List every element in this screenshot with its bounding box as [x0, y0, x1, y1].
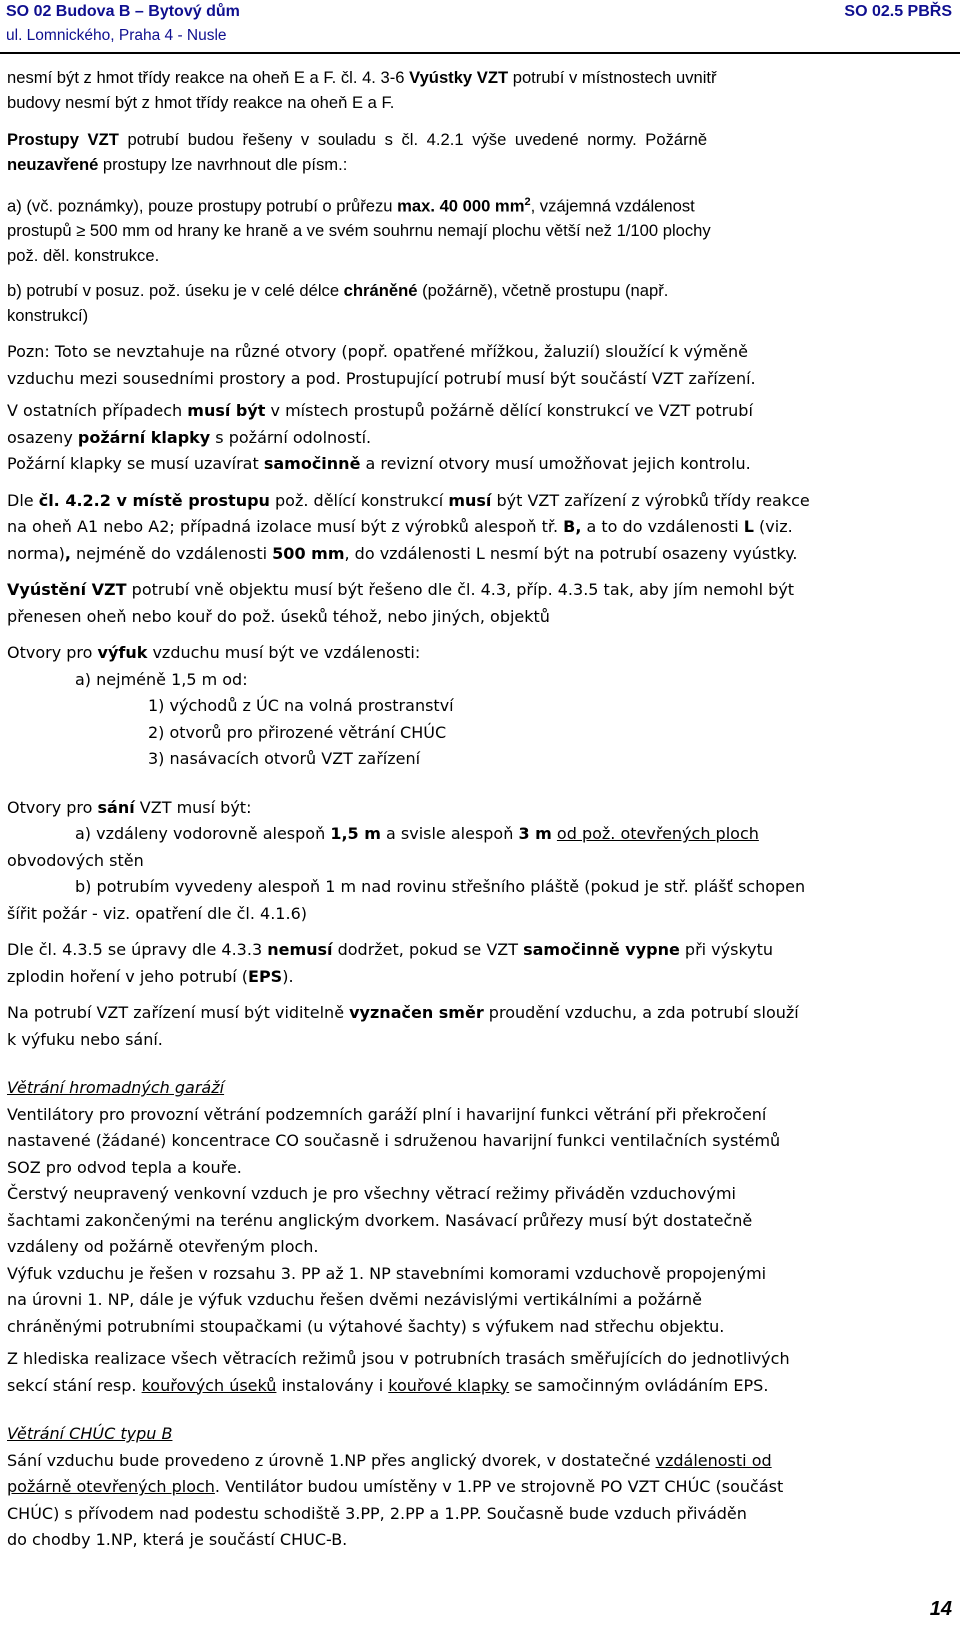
- document-body: [0, 66, 960, 1554]
- page-number: 14: [929, 1598, 952, 1620]
- paragraph-penetrations: Prostupy VZT potrubí budou řešeny v souladu s čl. 4.2.1 výše uvedené normy. Požárně neuzavřené prostupy lze navrhnout dle písm.:: [7, 130, 708, 174]
- header-document-code: SO 02.5 PBŘS: [844, 3, 952, 20]
- section-chuc-ventilation: Větrání CHÚC typu B Sání vzduchu bude provedeno z úrovně 1.NP přes anglický dvorek, v dostatečné vzdálenosti od požárně otevřených ploch. Ventilátor budou umístěny v 1.PP ve strojovně PO VZT CHÚC (součást CHÚC) s přívodem nad podestu schodiště 3.PP, 2.PP a 1.PP. Současně bude vzduch přiváděn do chodby 1.NP, která je součástí CHUC-B.: [7, 1424, 784, 1550]
- header-divider: [0, 52, 960, 54]
- header-address: ul. Lomnického, Praha 4 - Nusle: [6, 27, 227, 44]
- paragraph-option-a: a) (vč. poznámky), pouze prostupy potrubí o průřezu max. 40 000 $mm^2$, vzájemná vzdálenost prostupů ≥ 500 mm od hrany ke hraně a ve svém souhrnu nemají plochu větší než 1/100 plochy pož. děl. konstrukce.: [7, 196, 711, 265]
- list-intake-openings: Otvory pro sání VZT musí být: a) vzdáleny vodorovně alespoň 1,5 m a svisle alespoň 3 m od pož. otevřených ploch obvodových stěn b) potrubím vyvedeny alespoň 1 m nad rovinu střešního pláště (pokud je stř. plášť schopen šířit požár - viz. opatření dle čl. 4.1.6): [7, 797, 806, 923]
- paragraph-flow-direction: Na potrubí VZT zařízení musí být viditelně vyznačen směr proudění vzduchu, a zda potrubí slouží k výfuku nebo sání.: [7, 1003, 799, 1049]
- paragraph-note: Pozn: Toto se nevztahuje na různé otvory (popř. opatřené mřížkou, žaluzií) sloužící k výměně vzduchu mezi sousedními prostory a pod. Prostupující potrubí musí být součástí VZT zařízení.: [7, 342, 756, 388]
- greater-equal-symbol: ≥: [76, 221, 86, 241]
- list-exhaust-openings: Otvory pro výfuk vzduchu musí být ve vzdálenosti: a) nejméně 1,5 m od: 1) východů z ÚC na volná prostranství 2) otvorů pro přirozené větrání CHÚC 3) nasávacích otvorů VZT zařízení: [7, 643, 454, 769]
- paragraph-option-b: b) potrubí v posuz. pož. úseku je v celé délce chráněné (požárně), včetně prostupu (např. konstrukcí): [7, 281, 669, 325]
- header-project-title: SO 02 Budova B – Bytový dům: [6, 3, 240, 20]
- section-heading-chuc: Větrání CHÚC typu B: [7, 1424, 173, 1444]
- section-garage-ventilation: Větrání hromadných garáží Ventilátory pro provozní větrání podzemních garáží plní i havarijní funkci větrání při překročení nastavené (žádané) koncentrace CO současně i sdruženou havarijní funkci ventilačních systémů SOZ pro odvod tepla a kouře. Čerstvý neupravený venkovní vzduch je pro všechny větrací režimy přiváděn vzduchovými šachtami zakončenými na terénu anglickým dvorkem. Nasávací průřezy musí být dostatečně vzdáleny od požárně otevřeným ploch. Výfuk vzduchu je řešen v rozsahu 3. PP až 1. NP stavebními komorami vzduchově propojenými na úrovni 1. NP, dále je výfuk vzduchu řešen dvěmi nezávislými vertikálními a požárně chráněnými potrubními stoupačkami (u výtahové šachty) s výfukem nad střechu objektu. Z hlediska realizace všech větracích režimů jsou v potrubních trasách směřujících do jednotlivých sekcí stání resp. kouřových úseků instalovány i kouřové klapky se samočinným ovládáním EPS.: [7, 1078, 790, 1395]
- paragraph-article-422: Dle čl. 4.2.2 v místě prostupu pož. dělící konstrukcí musí být VZT zařízení z výrobků třídy reakce na oheň A1 nebo A2; případná izolace musí být z výrobků alespoň tř. B, a to do vzdálenosti L (viz. norma), nejméně do vzdálenosti 500 mm, do vzdálenosti L nesmí být na potrubí osazeny vyústky.: [7, 490, 810, 563]
- section-heading-garages: Větrání hromadných garáží: [7, 1078, 225, 1098]
- paragraph-fire-dampers: V ostatních případech musí být v místech prostupů požárně dělící konstrukcí ve VZT potrubí osazeny požární klapky s požární odolností. Požární klapky se musí uzavírat samočinně a revizní otvory musí umožňovat jejich kontrolu.: [7, 401, 753, 474]
- paragraph-exhaust-outlet: Vyústění VZT potrubí vně objektu musí být řešeno dle čl. 4.3, příp. 4.3.5 tak, aby jím nemohl být přenesen oheň nebo kouř do pož. úseků téhož, nebo jiných, objektů: [7, 580, 795, 626]
- paragraph-outlets: nesmí být z hmot třídy reakce na oheň E a F. čl. 4. 3-6 Vyústky VZT potrubí v místnostech uvnitř budovy nesmí být z hmot třídy reakce na oheň E a F.: [7, 68, 717, 112]
- paragraph-article-435: Dle čl. 4.3.5 se úpravy dle 4.3.3 nemusí dodržet, pokud se VZT samočinně vypne při výskytu zplodin hoření v jeho potrubí (EPS).: [7, 940, 774, 986]
